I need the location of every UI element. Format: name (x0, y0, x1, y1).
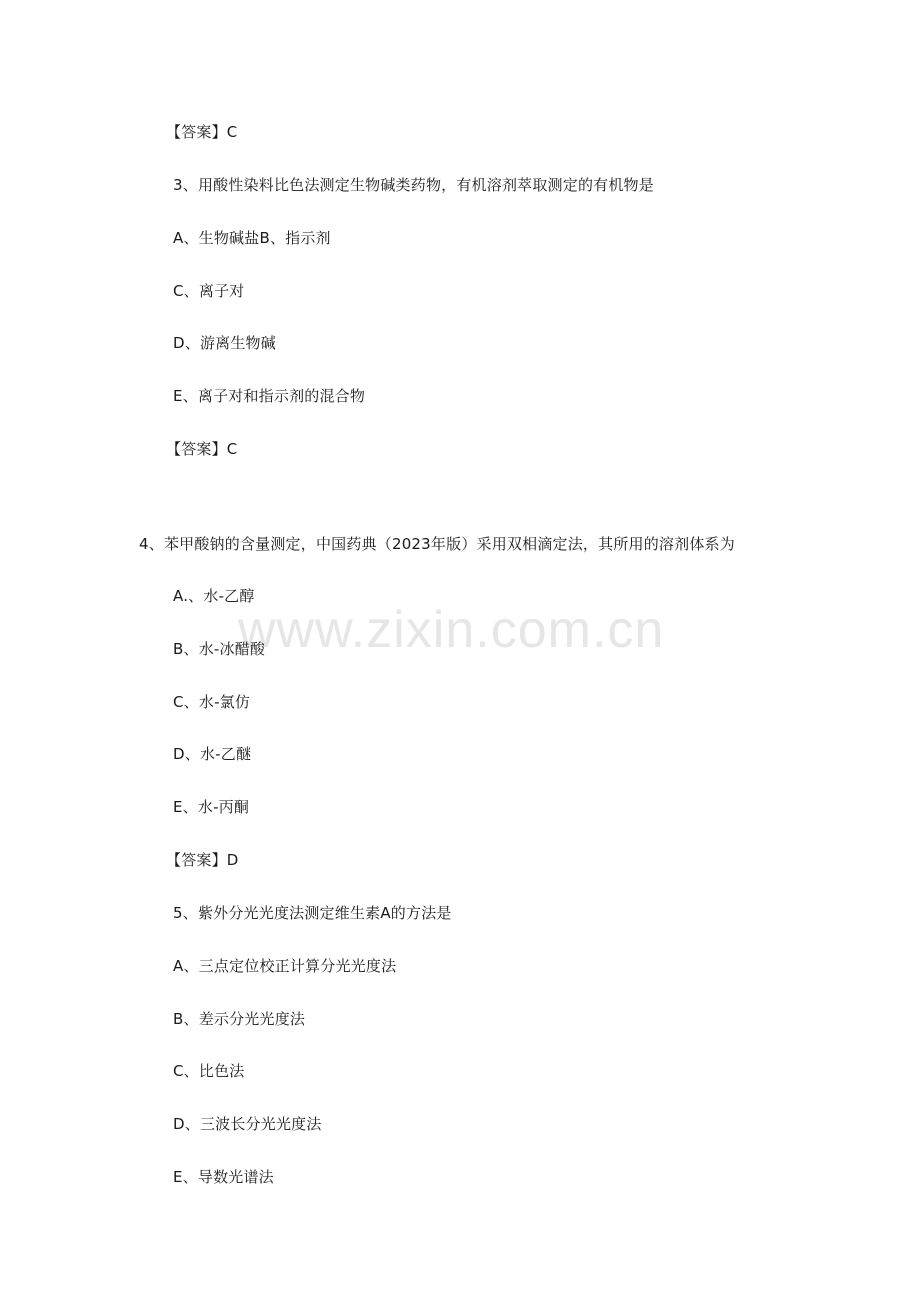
option-line: C、离子对 (173, 282, 245, 300)
option-line: A、三点定位校正计算分光光度法 (173, 957, 397, 975)
option-line: B、水-冰醋酸 (173, 640, 266, 658)
answer-line: 【答案】C (166, 440, 238, 458)
option-line: C、比色法 (173, 1062, 245, 1080)
option-line: C、水-氯仿 (173, 693, 251, 711)
answer-line: 【答案】C (166, 123, 238, 141)
option-line: A.、水-乙醇 (173, 587, 255, 605)
watermark: www.zixin.com.cn (238, 601, 665, 659)
option-line: B、差示分光光度法 (173, 1010, 306, 1028)
option-line: A、生物碱盐B、指示剂 (173, 229, 331, 247)
question-3-text: 3、用酸性染料比色法测定生物碱类药物，有机溶剂萃取测定的有机物是 (173, 176, 654, 194)
option-line: D、三波长分光光度法 (173, 1115, 322, 1133)
question-5-text: 5、紫外分光光度法测定维生素A的方法是 (173, 904, 452, 922)
option-line: E、导数光谱法 (173, 1168, 274, 1186)
answer-line: 【答案】D (166, 851, 239, 869)
option-line: E、水-丙酮 (173, 798, 250, 816)
option-line: D、游离生物碱 (173, 334, 276, 352)
option-line: D、水-乙醚 (173, 745, 252, 763)
option-line: E、离子对和指示剂的混合物 (173, 387, 366, 405)
question-4-text: 4、苯甲酸钠的含量测定，中国药典（2023年版）采用双相滴定法，其所用的溶剂体系为 (139, 535, 735, 553)
